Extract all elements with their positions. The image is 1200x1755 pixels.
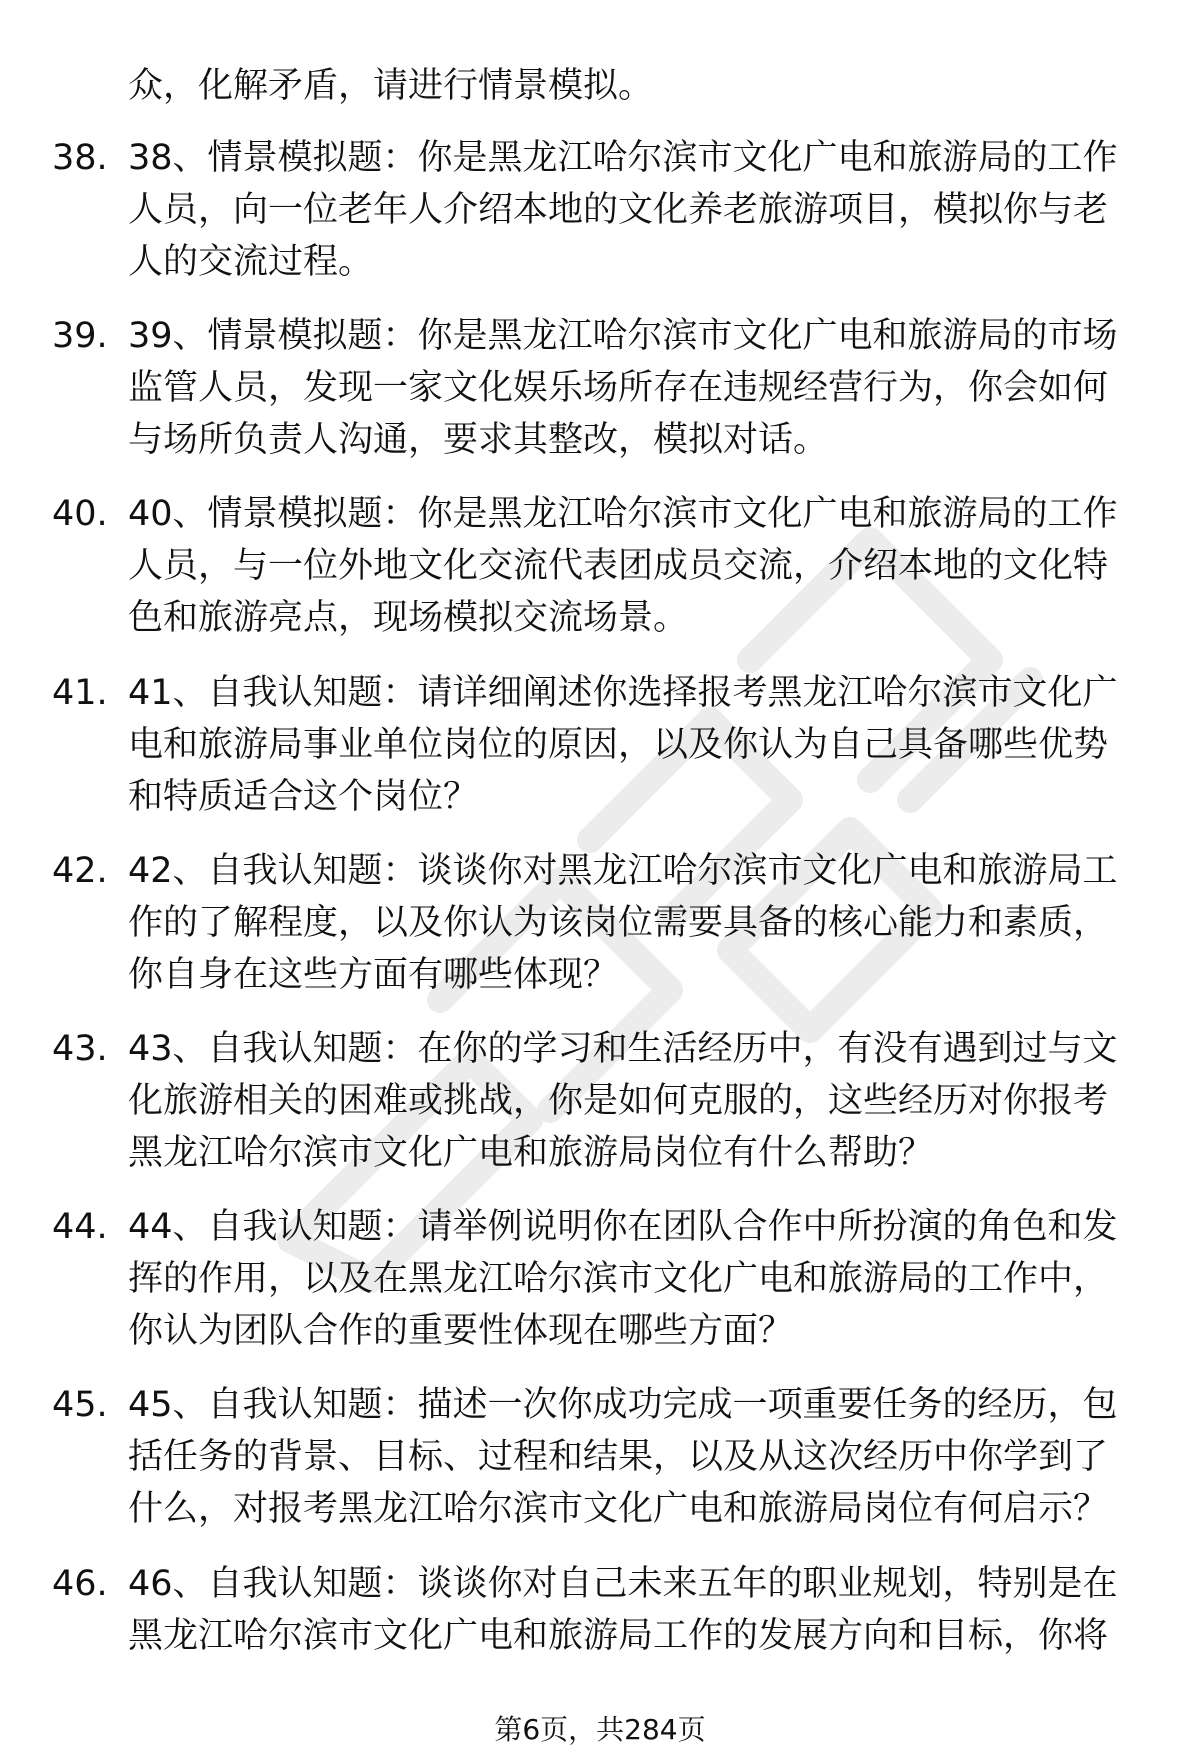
item-line: 44、自我认知题：请举例说明你在团队合作中所扮演的角色和发: [128, 1207, 1118, 1247]
item-text: [128, 1558, 1148, 1662]
item-number: 39.: [52, 316, 108, 356]
item-number: 43.: [52, 1029, 108, 1069]
item-line: 你认为团队合作的重要性体现在哪些方面？: [128, 1311, 794, 1351]
item-line: 挥的作用，以及在黑龙江哈尔滨市文化广电和旅游局的工作中，: [128, 1259, 1109, 1299]
item-number: 44.: [52, 1207, 108, 1247]
item-number: 41.: [52, 673, 108, 713]
item-line: 监管人员，发现一家文化娱乐场所存在违规经营行为，你会如何: [128, 368, 1109, 408]
item-line: 人员，与一位外地文化交流代表团成员交流，介绍本地的文化特: [128, 546, 1109, 586]
item-line: 与场所负责人沟通，要求其整改，模拟对话。: [128, 420, 829, 460]
item-number: 40.: [52, 494, 108, 534]
item-number: 38.: [52, 138, 108, 178]
item-line: 43、自我认知题：在你的学习和生活经历中，有没有遇到过与文: [128, 1029, 1118, 1069]
item-text: [128, 132, 1148, 288]
item-line: 黑龙江哈尔滨市文化广电和旅游局岗位有什么帮助？: [128, 1133, 934, 1173]
item-line: 46、自我认知题：谈谈你对自己未来五年的职业规划，特别是在: [128, 1564, 1118, 1604]
item-line: 和特质适合这个岗位？: [128, 777, 479, 817]
item-line: 39、情景模拟题：你是黑龙江哈尔滨市文化广电和旅游局的市场: [128, 316, 1118, 356]
continuation-text: 众，化解矛盾，请进行情景模拟。: [128, 66, 654, 106]
item-line: 40、情景模拟题：你是黑龙江哈尔滨市文化广电和旅游局的工作: [128, 494, 1118, 534]
item-text: [128, 1023, 1148, 1179]
item-text: [128, 845, 1148, 1001]
item-number: 46.: [52, 1564, 108, 1604]
item-line: 电和旅游局事业单位岗位的原因，以及你认为自己具备哪些优势: [128, 725, 1109, 765]
item-line: 人的交流过程。: [128, 242, 374, 282]
item-line: 化旅游相关的困难或挑战，你是如何克服的，这些经历对你报考: [128, 1081, 1109, 1121]
item-text: [128, 667, 1148, 823]
item-line: 色和旅游亮点，现场模拟交流场景。: [128, 598, 689, 638]
page-footer: 第6页，共284页: [494, 1713, 706, 1746]
item-text: [128, 310, 1148, 466]
item-number: 42.: [52, 851, 108, 891]
item-text: [128, 488, 1148, 644]
item-line: 什么，对报考黑龙江哈尔滨市文化广电和旅游局岗位有何启示？: [128, 1489, 1109, 1529]
item-line: 45、自我认知题：描述一次你成功完成一项重要任务的经历，包: [128, 1385, 1118, 1425]
item-text: [128, 1201, 1148, 1357]
item-line: 括任务的背景、目标、过程和结果，以及从这次经历中你学到了: [128, 1437, 1109, 1477]
item-line: 作的了解程度，以及你认为该岗位需要具备的核心能力和素质，: [128, 903, 1109, 943]
item-line: 42、自我认知题：谈谈你对黑龙江哈尔滨市文化广电和旅游局工: [128, 851, 1118, 891]
item-line: 黑龙江哈尔滨市文化广电和旅游局工作的发展方向和目标，你将: [128, 1616, 1109, 1656]
item-line: 38、情景模拟题：你是黑龙江哈尔滨市文化广电和旅游局的工作: [128, 138, 1118, 178]
item-number: 45.: [52, 1385, 108, 1425]
item-line: 你自身在这些方面有哪些体现？: [128, 955, 619, 995]
item-text: [128, 1379, 1148, 1535]
item-line: 41、自我认知题：请详细阐述你选择报考黑龙江哈尔滨市文化广: [128, 673, 1118, 713]
item-line: 人员，向一位老年人介绍本地的文化养老旅游项目，模拟你与老: [128, 190, 1109, 230]
